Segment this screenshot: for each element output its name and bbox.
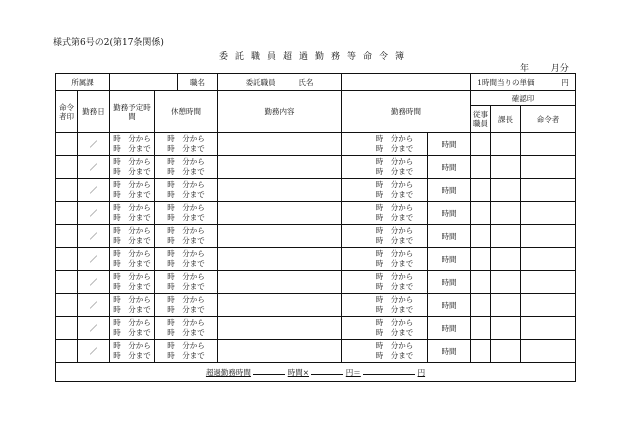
work-from: 時 分から [375,249,414,258]
work-day-cell[interactable] [78,133,110,156]
break-from: 時 分から [167,226,205,235]
work-day-header: 勤務日 [78,91,110,133]
ledger-row [56,156,576,179]
break-time-cell[interactable] [155,294,218,317]
work-day-cell[interactable] [78,340,110,363]
scheduled-from: 時 分から [113,249,151,258]
work-from: 時 分から [375,134,414,143]
scheduled-to: 時 分まで [113,328,151,337]
employee-seal-cell[interactable] [471,156,491,179]
year-label: 年 [520,64,530,74]
work-day-cell[interactable] [78,179,110,202]
employee-seal-cell[interactable] [471,340,491,363]
work-to: 時 分まで [375,190,414,199]
work-time-cell[interactable] [342,156,428,179]
commander-seal-cell[interactable] [521,248,576,271]
work-to: 時 分まで [375,351,414,360]
ledger-row [56,225,576,248]
break-time-header: 休憩時間 [155,91,218,133]
scheduled-from: 時 分から [113,341,151,350]
scheduled-from: 時 分から [113,295,151,304]
break-to: 時 分まで [167,213,205,222]
break-to: 時 分まで [167,282,205,291]
scheduled-time-cell[interactable] [110,317,155,340]
break-from: 時 分から [167,203,205,212]
scheduled-from: 時 分から [113,272,151,281]
order-seal-cell[interactable] [56,133,78,156]
order-seal-cell[interactable] [56,340,78,363]
break-to: 時 分まで [167,144,205,153]
scheduled-to: 時 分まで [113,259,151,268]
work-time-header: 勤務時間 [342,91,471,133]
work-time-cell[interactable] [342,294,428,317]
date-slash: ／ [89,277,98,287]
work-time-cell[interactable] [342,202,428,225]
date-slash: ／ [89,300,98,310]
date-slash: ／ [89,254,98,264]
order-seal-cell[interactable] [56,271,78,294]
employee-seal-cell[interactable] [471,179,491,202]
break-time-cell[interactable] [155,225,218,248]
work-content-cell[interactable] [218,133,342,156]
column-header-row-1 [56,91,576,106]
order-seal-cell[interactable] [56,294,78,317]
employee-seal-cell[interactable] [471,248,491,271]
break-to: 時 分まで [167,305,205,314]
employee-seal-header: 従事職員 [471,106,491,133]
scheduled-time-cell[interactable] [110,156,155,179]
rate-field[interactable] [471,74,576,91]
hours-unit: 時間 [441,346,457,356]
scheduled-time-header: 勤務予定時間 [110,91,155,133]
ledger-row [56,202,576,225]
order-seal-cell[interactable] [56,202,78,225]
scheduled-time-cell[interactable] [110,340,155,363]
break-from: 時 分から [167,249,205,258]
work-to: 時 分まで [375,144,414,153]
work-day-cell[interactable] [78,248,110,271]
order-seal-cell[interactable] [56,317,78,340]
break-from: 時 分から [167,295,205,304]
break-to: 時 分まで [167,190,205,199]
scheduled-to: 時 分まで [113,167,151,176]
work-content-cell[interactable] [218,202,342,225]
break-to: 時 分まで [167,236,205,245]
commander-seal-cell[interactable] [521,271,576,294]
work-time-cell[interactable] [342,225,428,248]
break-time-cell[interactable] [155,248,218,271]
work-content-cell[interactable] [218,340,342,363]
hours-cell[interactable] [428,271,471,294]
hours-unit: 時間 [441,323,457,333]
hours-unit: 時間 [441,139,457,149]
scheduled-time-cell[interactable] [110,225,155,248]
chief-seal-cell[interactable] [491,317,521,340]
name-field[interactable] [342,74,471,91]
rate-unit: 円 [561,77,569,87]
date-slash: ／ [89,162,98,172]
hours-unit: 時間 [441,231,457,241]
commander-seal-header: 命令者 [521,106,576,133]
commander-seal-cell[interactable] [521,317,576,340]
chief-seal-cell[interactable] [491,179,521,202]
work-from: 時 分から [375,203,414,212]
employee-seal-cell[interactable] [471,294,491,317]
job-value: 委託職員 [245,77,276,87]
scheduled-from: 時 分から [113,318,151,327]
ledger-row [56,294,576,317]
work-time-cell[interactable] [342,340,428,363]
order-seal-header: 命令者印 [56,91,78,133]
scheduled-to: 時 分まで [113,213,151,222]
scheduled-from: 時 分から [113,180,151,189]
break-from: 時 分から [167,180,205,189]
date-slash: ／ [89,185,98,195]
break-to: 時 分まで [167,167,205,176]
break-from: 時 分から [167,157,205,166]
work-day-cell[interactable] [78,202,110,225]
date-slash: ／ [89,323,98,333]
employee-seal-cell[interactable] [471,225,491,248]
rate-label: 1時間当りの単価 [477,77,535,87]
chief-seal-cell[interactable] [491,156,521,179]
employee-seal-cell[interactable] [471,271,491,294]
work-content-cell[interactable] [218,317,342,340]
chief-seal-cell[interactable] [491,271,521,294]
work-from: 時 分から [375,318,414,327]
hours-unit: 時間 [441,208,457,218]
chief-seal-cell[interactable] [491,202,521,225]
ledger-row [56,317,576,340]
scheduled-to: 時 分まで [113,282,151,291]
chief-seal-cell[interactable] [491,225,521,248]
overtime-rate-eq: 円＝ [345,367,361,377]
scheduled-from: 時 分から [113,134,151,143]
work-day-cell[interactable] [78,294,110,317]
break-time-cell[interactable] [155,133,218,156]
hours-unit: 時間 [441,277,457,287]
ledger-row [56,179,576,202]
hours-unit: 時間 [441,254,457,264]
date-slash: ／ [89,139,98,149]
hours-cell[interactable] [428,156,471,179]
break-time-cell[interactable] [155,317,218,340]
commander-seal-cell[interactable] [521,202,576,225]
chief-seal-cell[interactable] [491,294,521,317]
chief-seal-header: 課長 [491,106,521,133]
work-content-cell[interactable] [218,156,342,179]
commander-seal-cell[interactable] [521,133,576,156]
scheduled-time-cell[interactable] [110,294,155,317]
work-from: 時 分から [375,272,414,281]
work-day-cell[interactable] [78,156,110,179]
break-time-cell[interactable] [155,156,218,179]
work-time-cell[interactable] [342,179,428,202]
overtime-total [56,363,576,382]
scheduled-time-cell[interactable] [110,271,155,294]
commander-seal-cell[interactable] [521,179,576,202]
ledger-row [56,340,576,363]
job-label: 職名 [178,74,218,91]
break-to: 時 分まで [167,351,205,360]
info-row [56,74,576,91]
employee-seal-cell[interactable] [471,202,491,225]
order-seal-cell[interactable] [56,156,78,179]
scheduled-to: 時 分まで [113,190,151,199]
scheduled-from: 時 分から [113,226,151,235]
overtime-total-label: 超過勤務時間 [205,367,251,377]
scheduled-to: 時 分まで [113,144,151,153]
hours-cell[interactable] [428,294,471,317]
confirm-seal-header: 確認印 [471,91,576,106]
work-content-cell[interactable] [218,248,342,271]
order-seal-cell[interactable] [56,179,78,202]
hours-cell[interactable] [428,133,471,156]
commander-seal-cell[interactable] [521,156,576,179]
work-time-cell[interactable] [342,133,428,156]
job-field[interactable] [218,74,342,91]
break-from: 時 分から [167,272,205,281]
work-to: 時 分まで [375,167,414,176]
work-to: 時 分まで [375,213,414,222]
hours-unit: 時間 [441,300,457,310]
work-to: 時 分まで [375,328,414,337]
break-from: 時 分から [167,341,205,350]
break-time-cell[interactable] [155,202,218,225]
name-label: 氏名 [298,77,314,87]
break-time-cell[interactable] [155,271,218,294]
break-time-cell[interactable] [155,179,218,202]
ledger-rows [56,133,576,363]
ledger-row [56,133,576,156]
date-slash: ／ [89,208,98,218]
scheduled-time-cell[interactable] [110,133,155,156]
work-time-cell[interactable] [342,271,428,294]
hours-cell[interactable] [428,340,471,363]
hours-cell[interactable] [428,179,471,202]
form-title: 委託職員超過勤務等命令簿 [218,52,411,62]
break-from: 時 分から [167,134,205,143]
ledger-row [56,271,576,294]
hours-unit: 時間 [441,162,457,172]
scheduled-to: 時 分まで [113,305,151,314]
form-number-label: 様式第6号の2(第17条関係) [53,38,164,48]
scheduled-to: 時 分まで [113,351,151,360]
ledger-row [56,248,576,271]
footer-row [56,363,576,382]
work-content-cell[interactable] [218,225,342,248]
work-from: 時 分から [375,226,414,235]
work-to: 時 分まで [375,305,414,314]
work-content-cell[interactable] [218,179,342,202]
order-seal-cell[interactable] [56,248,78,271]
scheduled-time-cell[interactable] [110,179,155,202]
dept-field[interactable] [110,74,178,91]
dept-label: 所属課 [56,74,110,91]
work-from: 時 分から [375,157,414,166]
scheduled-to: 時 分まで [113,236,151,245]
commander-seal-cell[interactable] [521,340,576,363]
chief-seal-cell[interactable] [491,340,521,363]
scheduled-from: 時 分から [113,203,151,212]
hours-cell[interactable] [428,317,471,340]
work-time-cell[interactable] [342,317,428,340]
work-time-cell[interactable] [342,248,428,271]
work-day-cell[interactable] [78,271,110,294]
work-day-cell[interactable] [78,317,110,340]
employee-seal-cell[interactable] [471,317,491,340]
hours-cell[interactable] [428,202,471,225]
scheduled-time-cell[interactable] [110,248,155,271]
month-label: 月分 [550,64,569,74]
work-content-cell[interactable] [218,294,342,317]
work-from: 時 分から [375,295,414,304]
hours-cell[interactable] [428,225,471,248]
work-from: 時 分から [375,180,414,189]
date-slash: ／ [89,346,98,356]
employee-seal-cell[interactable] [471,133,491,156]
overtime-ledger-table [55,73,576,382]
order-seal-cell[interactable] [56,225,78,248]
commander-seal-cell[interactable] [521,225,576,248]
work-to: 時 分まで [375,259,414,268]
break-to: 時 分まで [167,259,205,268]
date-slash: ／ [89,231,98,241]
hours-unit: 時間 [441,185,457,195]
work-to: 時 分まで [375,282,414,291]
work-content-header: 勤務内容 [218,91,342,133]
scheduled-time-cell[interactable] [110,202,155,225]
overtime-amount-unit: 円 [417,367,426,377]
scheduled-from: 時 分から [113,157,151,166]
chief-seal-cell[interactable] [491,133,521,156]
break-time-cell[interactable] [155,340,218,363]
chief-seal-cell[interactable] [491,248,521,271]
work-day-cell[interactable] [78,225,110,248]
work-content-cell[interactable] [218,271,342,294]
work-to: 時 分まで [375,236,414,245]
overtime-hours-unit: 時間× [287,367,310,377]
hours-cell[interactable] [428,248,471,271]
commander-seal-cell[interactable] [521,294,576,317]
work-from: 時 分から [375,341,414,350]
break-from: 時 分から [167,318,205,327]
break-to: 時 分まで [167,328,205,337]
